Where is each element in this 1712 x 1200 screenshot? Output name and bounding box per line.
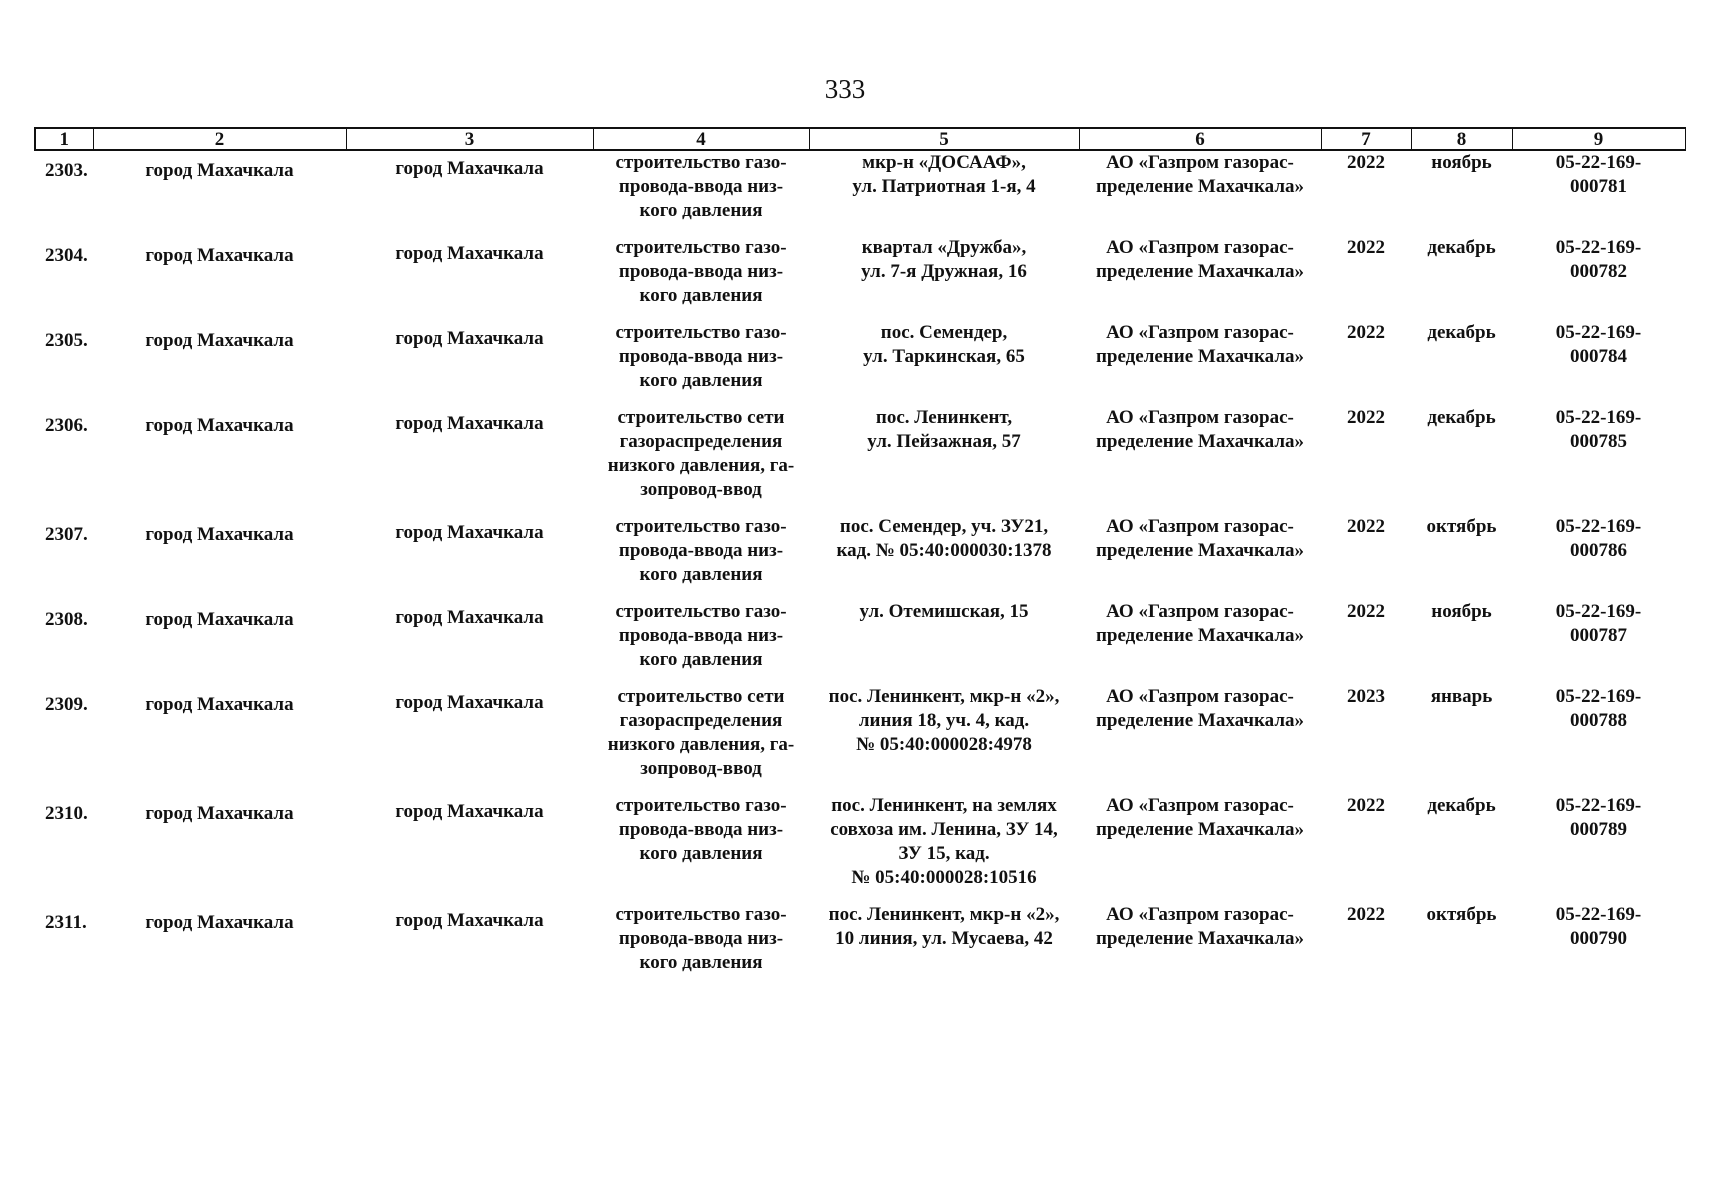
year-cell: 2022 xyxy=(1347,904,1385,925)
settlement-cell: город Махачкала xyxy=(395,692,544,713)
address-cell-line: линия 18, уч. 4, кад. xyxy=(858,710,1030,731)
address-cell-line: ул. Патриотная 1-я, 4 xyxy=(852,176,1036,197)
code-cell xyxy=(1512,236,1685,321)
row-number-cell: 2309. xyxy=(45,694,88,715)
work-description-cell xyxy=(593,150,809,236)
organization-cell-line: пределение Махачкала» xyxy=(1095,176,1305,197)
work-description-cell xyxy=(593,794,809,903)
code-cell xyxy=(1512,321,1685,406)
work-description-cell-line: низкого давления, га- xyxy=(607,455,795,476)
row-number-cell: 2308. xyxy=(45,609,88,630)
municipality-cell: город Махачкала xyxy=(145,912,294,933)
table-header xyxy=(35,128,1685,150)
settlement-cell: город Махачкала xyxy=(395,910,544,931)
municipality-cell: город Махачкала xyxy=(145,803,294,824)
address-cell-line: пос. Ленинкент, мкр-н «2», xyxy=(828,686,1060,707)
column-header: 4 xyxy=(593,128,809,150)
month-cell: ноябрь xyxy=(1431,152,1492,173)
work-description-cell-line: зопровод-ввод xyxy=(640,758,762,779)
row-number-cell: 2304. xyxy=(45,245,88,266)
work-description-cell-line: провода-ввода низ- xyxy=(618,261,784,282)
table-row xyxy=(35,685,1685,794)
table-row xyxy=(35,236,1685,321)
month-cell: октябрь xyxy=(1426,904,1497,925)
work-description-cell xyxy=(593,321,809,406)
organization-cell-line: АО «Газпром газорас- xyxy=(1106,516,1294,537)
code-cell-line: 05-22-169- xyxy=(1555,601,1642,622)
code-cell-line: 05-22-169- xyxy=(1555,322,1642,343)
row-number-cell: 2307. xyxy=(45,524,88,545)
code-cell-line: 05-22-169- xyxy=(1555,237,1642,258)
work-description-cell xyxy=(593,903,809,988)
code-cell xyxy=(1512,903,1685,988)
organization-cell-line: АО «Газпром газорас- xyxy=(1106,407,1294,428)
work-description-cell-line: кого давления xyxy=(639,564,763,585)
address-cell-line: пос. Семендер, уч. ЗУ21, xyxy=(839,516,1049,537)
year-cell: 2022 xyxy=(1347,601,1385,622)
work-description-cell-line: газораспределения xyxy=(619,710,783,731)
code-cell-line: 000781 xyxy=(1570,176,1627,197)
address-cell-line: ул. Отемишская, 15 xyxy=(859,601,1029,622)
table-row xyxy=(35,321,1685,406)
settlement-cell: город Махачкала xyxy=(395,413,544,434)
organization-cell-line: АО «Газпром газорас- xyxy=(1106,152,1294,173)
organization-cell xyxy=(1079,600,1321,685)
work-description-cell-line: низкого давления, га- xyxy=(607,734,795,755)
code-cell xyxy=(1512,600,1685,685)
address-cell xyxy=(809,794,1079,903)
column-header: 2 xyxy=(93,128,346,150)
month-cell: октябрь xyxy=(1426,516,1497,537)
table-row xyxy=(35,794,1685,903)
code-cell xyxy=(1512,794,1685,903)
organization-cell-line: АО «Газпром газорас- xyxy=(1106,686,1294,707)
row-number-cell: 2310. xyxy=(45,803,88,824)
organization-cell xyxy=(1079,406,1321,515)
address-cell-line: ул. 7-я Дружная, 16 xyxy=(861,261,1027,282)
column-header: 3 xyxy=(346,128,593,150)
organization-cell xyxy=(1079,794,1321,903)
address-cell-line: совхоза им. Ленина, ЗУ 14, xyxy=(830,819,1058,840)
organization-cell-line: пределение Махачкала» xyxy=(1095,710,1305,731)
work-description-cell-line: строительство газо- xyxy=(615,237,787,258)
work-description-cell-line: зопровод-ввод xyxy=(640,479,762,500)
address-cell xyxy=(809,685,1079,794)
work-description-cell-line: газораспределения xyxy=(619,431,783,452)
table-row xyxy=(35,600,1685,685)
code-cell-line: 000785 xyxy=(1570,431,1627,452)
settlement-cell: город Махачкала xyxy=(395,328,544,349)
column-header: 1 xyxy=(35,128,93,150)
code-cell-line: 05-22-169- xyxy=(1555,152,1642,173)
work-description-cell-line: строительство газо- xyxy=(615,904,787,925)
table-row xyxy=(35,515,1685,600)
month-cell: декабрь xyxy=(1427,237,1496,258)
work-description-cell-line: провода-ввода низ- xyxy=(618,346,784,367)
code-cell-line: 000789 xyxy=(1570,819,1627,840)
organization-cell-line: пределение Махачкала» xyxy=(1095,346,1305,367)
code-cell-line: 05-22-169- xyxy=(1555,795,1642,816)
table-row xyxy=(35,903,1685,988)
address-cell-line: № 05:40:000028:10516 xyxy=(851,867,1037,888)
organization-cell-line: пределение Махачкала» xyxy=(1095,928,1305,949)
page-number: 333 xyxy=(824,74,866,104)
work-description-cell-line: кого давления xyxy=(639,370,763,391)
address-cell-line: квартал «Дружба», xyxy=(861,237,1027,258)
organization-cell xyxy=(1079,685,1321,794)
code-cell xyxy=(1512,150,1685,236)
organization-cell-line: АО «Газпром газорас- xyxy=(1106,322,1294,343)
work-description-cell-line: провода-ввода низ- xyxy=(618,625,784,646)
year-cell: 2022 xyxy=(1347,322,1385,343)
organization-cell-line: АО «Газпром газорас- xyxy=(1106,237,1294,258)
code-cell-line: 000786 xyxy=(1570,540,1627,561)
month-cell: ноябрь xyxy=(1431,601,1492,622)
organization-cell xyxy=(1079,321,1321,406)
organization-cell-line: пределение Махачкала» xyxy=(1095,261,1305,282)
code-cell-line: 05-22-169- xyxy=(1555,407,1642,428)
municipality-cell: город Махачкала xyxy=(145,694,294,715)
table-body xyxy=(35,150,1685,988)
code-cell xyxy=(1512,685,1685,794)
code-cell-line: 000788 xyxy=(1570,710,1627,731)
column-header: 6 xyxy=(1079,128,1321,150)
organization-cell xyxy=(1079,903,1321,988)
work-description-cell-line: провода-ввода низ- xyxy=(618,928,784,949)
work-description-cell xyxy=(593,406,809,515)
gas-works-table xyxy=(34,127,1686,988)
address-cell-line: пос. Ленинкент, xyxy=(875,407,1013,428)
organization-cell-line: пределение Махачкала» xyxy=(1095,540,1305,561)
month-cell: декабрь xyxy=(1427,407,1496,428)
work-description-cell-line: провода-ввода низ- xyxy=(618,819,784,840)
address-cell xyxy=(809,515,1079,600)
code-cell-line: 000787 xyxy=(1570,625,1627,646)
work-description-cell-line: строительство сети xyxy=(617,407,785,428)
organization-cell xyxy=(1079,236,1321,321)
work-description-cell-line: строительство газо- xyxy=(615,516,787,537)
municipality-cell: город Махачкала xyxy=(145,609,294,630)
code-cell xyxy=(1512,406,1685,515)
row-number-cell: 2306. xyxy=(45,415,88,436)
address-cell-line: ул. Таркинская, 65 xyxy=(863,346,1025,367)
work-description-cell-line: провода-ввода низ- xyxy=(618,540,784,561)
address-cell-line: № 05:40:000028:4978 xyxy=(856,734,1032,755)
code-cell xyxy=(1512,515,1685,600)
column-header: 8 xyxy=(1411,128,1512,150)
month-cell: декабрь xyxy=(1427,322,1496,343)
work-description-cell-line: строительство газо- xyxy=(615,795,787,816)
settlement-cell: город Махачкала xyxy=(395,607,544,628)
address-cell xyxy=(809,406,1079,515)
municipality-cell: город Махачкала xyxy=(145,415,294,436)
work-description-cell-line: кого давления xyxy=(639,843,763,864)
table-row xyxy=(35,406,1685,515)
column-header: 9 xyxy=(1512,128,1685,150)
row-number-cell: 2303. xyxy=(45,160,88,181)
address-cell xyxy=(809,236,1079,321)
address-cell xyxy=(809,150,1079,236)
work-description-cell-line: строительство газо- xyxy=(615,152,787,173)
organization-cell xyxy=(1079,515,1321,600)
organization-cell-line: АО «Газпром газорас- xyxy=(1106,795,1294,816)
code-cell-line: 05-22-169- xyxy=(1555,516,1642,537)
code-cell-line: 05-22-169- xyxy=(1555,904,1642,925)
work-description-cell xyxy=(593,515,809,600)
work-description-cell xyxy=(593,236,809,321)
year-cell: 2022 xyxy=(1347,152,1385,173)
column-header: 7 xyxy=(1321,128,1411,150)
address-cell xyxy=(809,600,1079,685)
year-cell: 2023 xyxy=(1347,686,1385,707)
settlement-cell: город Махачкала xyxy=(395,243,544,264)
municipality-cell: город Махачкала xyxy=(145,245,294,266)
work-description-cell xyxy=(593,600,809,685)
year-cell: 2022 xyxy=(1347,516,1385,537)
code-cell-line: 000790 xyxy=(1570,928,1627,949)
address-cell xyxy=(809,321,1079,406)
organization-cell-line: пределение Махачкала» xyxy=(1095,625,1305,646)
municipality-cell: город Махачкала xyxy=(145,330,294,351)
organization-cell-line: АО «Газпром газорас- xyxy=(1106,904,1294,925)
year-cell: 2022 xyxy=(1347,795,1385,816)
organization-cell xyxy=(1079,150,1321,236)
organization-cell-line: пределение Махачкала» xyxy=(1095,819,1305,840)
code-cell-line: 000784 xyxy=(1570,346,1627,367)
organization-cell-line: АО «Газпром газорас- xyxy=(1106,601,1294,622)
work-description-cell-line: строительство газо- xyxy=(615,601,787,622)
address-cell-line: ул. Пейзажная, 57 xyxy=(867,431,1021,452)
year-cell: 2022 xyxy=(1347,237,1385,258)
month-cell: январь xyxy=(1430,686,1493,707)
column-header: 5 xyxy=(809,128,1079,150)
code-cell-line: 05-22-169- xyxy=(1555,686,1642,707)
work-description-cell-line: строительство газо- xyxy=(615,322,787,343)
work-description-cell-line: провода-ввода низ- xyxy=(618,176,784,197)
address-cell xyxy=(809,903,1079,988)
table-row xyxy=(35,150,1685,236)
work-description-cell-line: кого давления xyxy=(639,952,763,973)
row-number-cell: 2305. xyxy=(45,330,88,351)
row-number-cell: 2311. xyxy=(45,912,87,933)
work-description-cell xyxy=(593,685,809,794)
address-cell-line: мкр-н «ДОСААФ», xyxy=(862,152,1026,173)
address-cell-line: пос. Ленинкент, на землях xyxy=(831,795,1057,816)
settlement-cell: город Махачкала xyxy=(395,522,544,543)
settlement-cell: город Махачкала xyxy=(395,158,544,179)
work-description-cell-line: кого давления xyxy=(639,649,763,670)
code-cell-line: 000782 xyxy=(1570,261,1627,282)
address-cell-line: кад. № 05:40:000030:1378 xyxy=(836,540,1052,561)
municipality-cell: город Махачкала xyxy=(145,524,294,545)
work-description-cell-line: кого давления xyxy=(639,285,763,306)
work-description-cell-line: кого давления xyxy=(639,200,763,221)
work-description-cell-line: строительство сети xyxy=(617,686,785,707)
month-cell: декабрь xyxy=(1427,795,1496,816)
address-cell-line: ЗУ 15, кад. xyxy=(898,843,990,864)
organization-cell-line: пределение Махачкала» xyxy=(1095,431,1305,452)
address-cell-line: пос. Семендер, xyxy=(880,322,1008,343)
address-cell-line: 10 линия, ул. Мусаева, 42 xyxy=(835,928,1053,949)
address-cell-line: пос. Ленинкент, мкр-н «2», xyxy=(828,904,1060,925)
municipality-cell: город Махачкала xyxy=(145,160,294,181)
settlement-cell: город Махачкала xyxy=(395,801,544,822)
year-cell: 2022 xyxy=(1347,407,1385,428)
